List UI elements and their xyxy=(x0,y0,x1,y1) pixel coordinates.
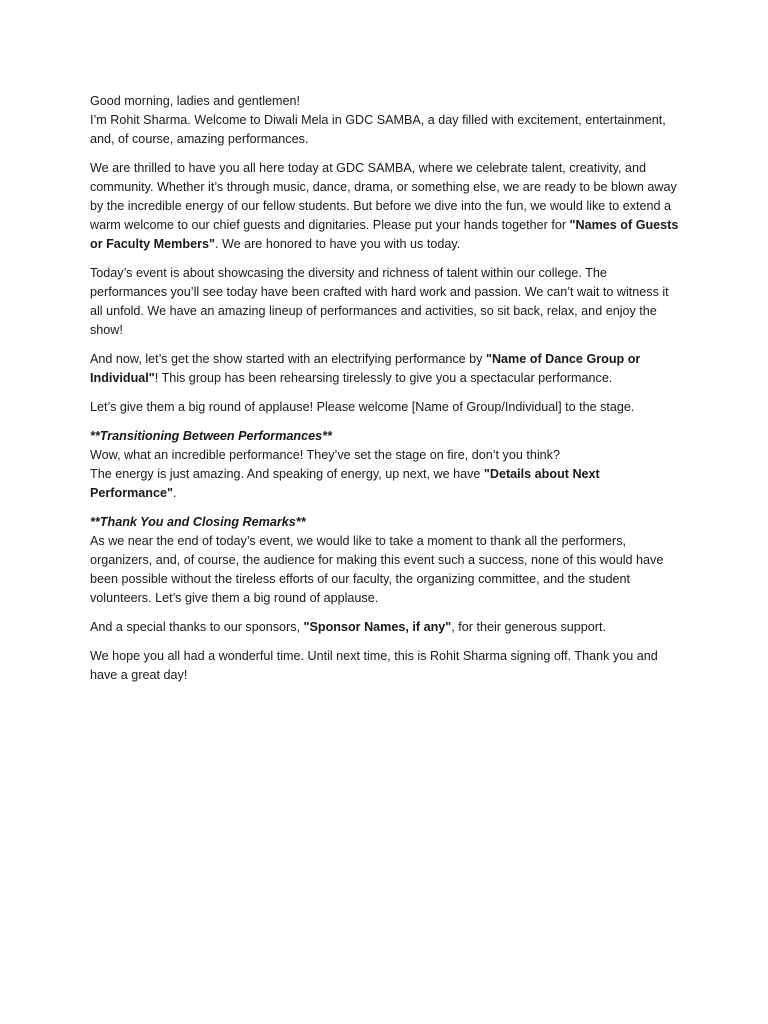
document-page xyxy=(90,92,680,695)
closing-heading: **Thank You and Closing Remarks** xyxy=(90,515,306,529)
guests-text-before: We are thrilled to have you all here today at GDC SAMBA, where we celebrate talent, creativity, and community. Whether it’s through music, dance, drama, or something else, we are ready to be blown away by the incredible energy of our fellow students. But before we dive into the fun, we would like to extend a warm welcome to our chief guests and dignitaries. Please put your hands together for xyxy=(90,161,677,232)
next-text-after: . xyxy=(172,486,177,500)
paragraph-applause: Let’s give them a big round of applause! Please welcome [Name of Group/Individual] to the stage. xyxy=(90,400,635,414)
paragraph-first-performance xyxy=(90,350,680,388)
performance-text-after: ! This group has been rehearsing tirelessly to give you a spectacular performance. xyxy=(154,371,613,385)
transition-heading: **Transitioning Between Performances** xyxy=(90,429,332,443)
paragraph-event-description: Today’s event is about showcasing the diversity and richness of talent within our college. The performances you’ll see today have been crafted with hard work and passion. We can’t wait to witness it all unfold. We have an amazing lineup of performances and activities, so sit back, relax, and enjoy the show! xyxy=(90,266,669,337)
guests-text-after: . We are honored to have you with us today. xyxy=(214,237,461,251)
next-performance-line xyxy=(90,465,680,503)
next-text-before: The energy is just amazing. And speaking of energy, up next, we have xyxy=(90,467,484,481)
transition-line: Wow, what an incredible performance! They’ve set the stage on fire, don’t you think? xyxy=(90,448,560,462)
closing-text: As we near the end of today’s event, we would like to take a moment to thank all the performers, organizers, and, of course, the audience for making this event such a success, none of this would have been possible without the tireless efforts of our faculty, the organizing committee, and the student volunteers. Let’s give them a big round of applause. xyxy=(90,534,664,605)
performance-text-before: And now, let’s get the show started with an electrifying performance by xyxy=(90,352,486,366)
performer-placeholder: "Name of Dance Group or Individual" xyxy=(90,352,641,385)
sponsors-placeholder: "Sponsor Names, if any" xyxy=(303,620,452,634)
paragraph-sponsors xyxy=(90,618,680,637)
paragraph-transition xyxy=(90,427,680,503)
next-performance-placeholder: "Details about Next Performance" xyxy=(90,467,600,500)
greeting-line: Good morning, ladies and gentlemen! xyxy=(90,94,301,108)
welcome-line: I’m Rohit Sharma. Welcome to Diwali Mela in GDC SAMBA, a day filled with excitement, entertainment, and, of course, amazing performances. xyxy=(90,113,666,146)
sponsors-text-before: And a special thanks to our sponsors, xyxy=(90,620,304,634)
paragraph-welcome-guests xyxy=(90,159,680,254)
guests-placeholder: "Names of Guests or Faculty Members" xyxy=(90,218,679,251)
paragraph-greeting xyxy=(90,92,680,149)
sponsors-text-after: , for their generous support. xyxy=(451,620,606,634)
paragraph-signoff: We hope you all had a wonderful time. Until next time, this is Rohit Sharma signing off. Thank you and have a great day! xyxy=(90,649,658,682)
paragraph-closing xyxy=(90,513,680,608)
